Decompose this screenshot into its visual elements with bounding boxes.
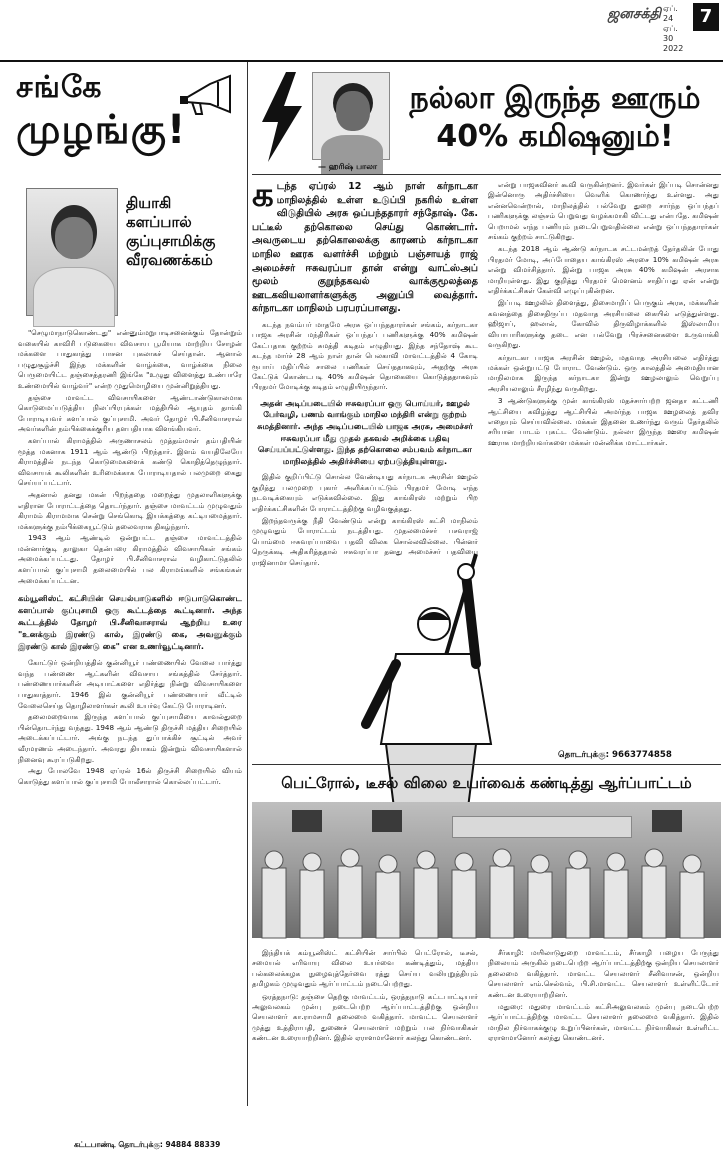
page-number: 7	[693, 3, 719, 31]
news-paragraph: சீர்காழி: மயிலாடுதுறை மாவட்டம், சீர்காழி பழைய பேருந்து நிலையம் அருகில் நடைபெற்ற ஆர்ப்பாட்டத்திற்கு ஒன்றிய செயலாளர் தலைமை வகித்தார். மாவட்ட செயலாளர் சீனிவாசன், ஒன்றிய செயலாளர் எம்.செல்வம், பி.சி.மாவட்ட செயலாளர் உள்ளிட்டோர் கண்டன உரையாற்றினர்.	[488, 948, 719, 999]
feature-paragraph: 3 ஆண்டுகளுக்கு முன் காங்கிரஸ் மதச்சார்பற்ற ஜனதா கட்டணி ஆட்சியை கவிழ்த்து ஆட்சியில் அமர்ந்த பாஜக ஊழலைத் தவிர எதையும் செய்யவில்லை. மக்கள் இதனை உணர்ந்து வரும் தேர்தலில் சரியான பாடம் புகட்ட வேண்டும். நல்லா இருந்த ஊரை கமிஷன் ஊராக மாற்றியவர்களை மக்கள் மன்னிக்க மாட்டார்கள்.	[488, 396, 719, 447]
divider	[252, 764, 721, 765]
feature-paragraph: இறந்தவருக்கு நீதி வேண்டும் என்று காங்கிரஸ் கட்சி மாநிலம் முழுவதும் போராட்டம் நடத்தியது. முதலமைச்சர் பசவராஜ் பொம்மை ஈசுவரப்பாவை பதவி விலக சொல்லவில்லை. பின்னர் நெருக்கடி அதிகரித்ததால் ஈசுவரப்பா தனது அமைச்சர் பதவியை ராஜினாமா செய்தார்.	[252, 515, 478, 567]
masthead	[0, 0, 723, 62]
author-portrait	[312, 72, 390, 160]
left-column	[4, 62, 248, 1149]
flag-icon	[652, 810, 682, 832]
column-title-line1: சங்கே	[16, 70, 103, 105]
feature-column-right	[488, 180, 719, 450]
tribute-article-body	[18, 328, 242, 788]
tribute-paragraph: "செழுமாநாடுகொண்டது" என்னும்மறுபாடிசனைக்கும் தோன்றும் வகையில் காவிரி படுகையை விவசாய பூமியாக மாற்றிய சோழன் மக்களை பாதுகாத்து பாசன புகலாகச் செய்தான். ஆனால் பழுதுசூழ்ச்சி இந்த மக்களின் வாழ்க்கை, வாழ்க்கை நிலை பெருமையிட்ட தஞ்சைத்தரணி இங்கே "உழுது விளைத்து உண்பாரே உண்மையில் வாழ்வர்" என்ற முதுமொழியை முன்னிறுத்தியது.	[18, 328, 242, 390]
tribute-paragraph: அது போலவே 1948 ஏப்ரல் 16ல் திருச்சி சிறையில் வியம் கொடுத்து களப்பால் குப்புசாமி போலீசாரால் கொல்லப்பட்டார்.	[18, 766, 242, 786]
news-headline: பெட்ரோல், டீசல் விலை உயர்வைக் கண்டித்து ஆர்ப்பாட்டம்	[281, 774, 692, 792]
feature-paragraph: கடந்த 2018 ஆம் ஆண்டு கர்நாடக சட்டமன்றத் தேர்தலின் போது பிரதமர் மோடி, அப்போதைய காங்கிரஸ் அரசை 10% கமிஷன் அரசு என்று விமர்சித்தார். இன்று பாஜக அரசு 40% கமிஷன் அரசாக மாறியுள்ளது. இது குறித்து பிரதமர் மௌனம் சாதிப்பது ஏன் என்று எதிர்க்கட்சிகள் கேள்வி எழுப்புகின்றன.	[488, 244, 719, 296]
newspaper-brand: ஜனசக்தி	[607, 6, 661, 22]
author-byline: — ஹரிஷ் பாலா	[318, 162, 378, 171]
feature-headline-line1: நல்லா இருந்த ஊரும்	[409, 81, 701, 116]
news-column-left	[252, 948, 478, 1046]
feature-paragraph: என்று பாஜகவினர் கூவி வருகின்றனர். இவர்கள் இப்படி சொன்னது இன்னொரு அதிர்ச்சியை வெளிக் கொணர்ந்து உள்ளது. அது என்னவென்றால், மாநிலத்தில் பல்வேறு துறை சார்ந்த ஒப்பந்தப் பணிகளுக்கு லஞ்சம் பெறுவது வழக்கமாகி விட்டது என்பதே. கமிஷன் பெறாமல் எந்த பணியும் நடைபெறுவதில்லை என்று ஒப்பந்ததாரர்கள் சங்கம் குற்றம் சாட்டுகிறது.	[488, 180, 719, 242]
protest-photo	[252, 802, 721, 938]
feature-lead-text: டந்த ஏப்ரல் 12 ஆம் நாள் கர்நாடகா மாநிலத்தில் உள்ள உடுப்பி நகரில் உள்ள விடுதியில் அரசு ஒப்பந்ததாரர் சந்தோஷ். கே. பட்டீல் தற்கொலை செய்து கொண்டார். அவருடைய தற்கொலைக்கு காரணம் கர்நாடகா மாநில ஊரக வளர்ச்சி மற்றும் பஞ்சாயத் ராஜ் அமைச்சர் ஈசுவரப்பா தான் என்று வாட்ஸ்அப் மூலம் குறுந்தகவல் வாக்குமூலத்தை ஊடகவியலாளர்களுக்கு அனுப்பி வைத்தார். கர்நாடகா மாநிலம் பரபரப்பானது.	[252, 181, 478, 315]
feature-paragraph: இதில் குறிப்பிட்டு சொல்ல வேண்டியது கர்நாடக அரசின் ஊழல் குறித்து பலமுறை புகார் அளிக்கப்பட்டும் பிரதமர் மோடி எந்த நடவடிக்கையும் எடுக்கவில்லை. இது காங்கிரஸ் மற்றும் பிற எதிர்க்கட்சிகளின் போராட்டத்திற்கு வழிவகுத்தது.	[252, 472, 478, 513]
feature-paragraph: இப்படி ஊழலில் திளைத்து, திசைமாறிப் பெருகும் அரசு, மக்களின் கவனத்தை திசைதிருப்ப மதவாத அரசியலை கையில் எடுத்துள்ளது. ஹிஜாப், ஹலால், கோவில் திருவிழாக்களில் இஸ்லாமிய வியாபாரிகளுக்கு தடை என பல்வேறு பிரச்சனைகளை உருவாக்கி வருகிறது.	[488, 298, 719, 350]
column-title-line2: முழங்கு!	[16, 107, 187, 153]
feature-header	[252, 66, 721, 174]
feature-headline-line2: 40% கமிஷனும்!	[436, 119, 674, 154]
flag-icon	[372, 810, 402, 832]
divider	[252, 174, 721, 175]
feature-pull-quote: அதன் அடிப்படையில் ஈசுவரப்பா ஒரு பொய்யர், ஊழல் பேர்வழி, பணம் வாங்கும் மாநில மந்திரி என்று குற்றம் சுமத்தினார். அந்த அடிப்படையில் பாஜக அரசு, அமைச்சர் ஈசுவரப்பா மீது முதல் தகவல் அறிக்கை பதிவு செய்யப்பட்டுள்ளது. இந்த தற்கொலை சம்பவம் கர்நாடகா மாநிலத்தில் அதிர்ச்சியை ஏற்படுத்தியுள்ளது.	[257, 397, 473, 466]
tribute-paragraph: தலைமறைவாக இருந்த களப்பால் குப்புசாமியை காவல்துறை பின்தொடர்ந்து வந்தது. 1948 ஆம் ஆண்டு திருச்சி மத்திய சிறையில் அடைக்கப்பட்டார். அங்கு நடந்த துப்பாக்கிச் சூட்டில் அவர் வீரமரணம் அடைந்தார். அவரது தியாகம் இன்றும் விவசாயிகளால் நினைவு கூரப்படுகிறது.	[18, 712, 242, 764]
feature-headline	[392, 80, 718, 156]
portrait-shirt	[33, 267, 115, 327]
tribute-paragraph: அதனால் தனது மகன் பிறந்ததை மறைத்து முதலாளிகளுக்கு எதிரான போராட்டத்தை தொடர்ந்தார். தஞ்சை மாவட்டம் முழுவதும் கிராமம் கிராமமாக சென்று செங்கொடி இயக்கத்தை கட்டியமைத்தார். மக்களுக்கு நம்பிக்கையூட்டும் தலைவராக திகழ்ந்தார்.	[18, 489, 242, 531]
author-portrait-face	[336, 91, 370, 131]
tribute-bold-quote: கம்யூனிஸ்ட் கட்சியின் செயல்பாடுகளில் ஈடுபாடுகொண்ட களப்பால் குப்புசாமி ஒரு கூட்டத்தை கூட்டினார். அந்த கூட்டத்தில் தோழர் பி.சீனிவாசராவ் ஆற்றிய உரை "உனக்கும் இரண்டு கால், இரண்டு கை, அவனுக்கும் இரண்டு கால் இரண்டு கை" என உணர்வூட்டினார்.	[18, 593, 242, 652]
feature-paragraph: கர்நாடகா பாஜக அரசின் ஊழல், மதவாத அரசியலை எதிர்த்து மக்கள் ஒன்றுபட்டு போராட வேண்டும். ஒரு காலத்தில் அமைதியான மாநிலமாக இருந்த கர்நாடகா இன்று ஊழலாலும் வெறுப்பு அரசியலாலும் சீரழிந்து வருகிறது.	[488, 352, 719, 393]
drop-cap: க	[252, 175, 274, 215]
flag-icon	[292, 810, 322, 832]
protest-crowd	[252, 848, 721, 938]
issue-date-end: ஏப். 30	[663, 24, 678, 43]
issue-year: 2022	[663, 44, 684, 53]
tribute-paragraph: கோட்டுர் ஒன்றியத்தில் குன்னியூர் பண்ணையில் வேலை பார்த்து வந்த பண்ணை ஆட்களின் விவசாய சங்கத்தில் சேர்த்தார். பண்ணையார்களின் அடியாட்களை எதிர்த்து நின்று விவசாயிகளை பாதுகாத்தார். 1946 இல் குன்னியூர் பண்ணையார் வீட்டில் வேலைசெய்த தொழிலாளர்கள் கூலி உயர்வு கேட்டு போராடினர்.	[18, 658, 242, 710]
news-paragraph: ஒரத்தநாடு: தஞ்சை தெற்கு மாவட்டம், ஒரத்தநாடு கட்டபாட்டியார் அலுவலகம் முன்பு நடைபெற்ற ஆர்ப்பாட்டத்திற்கு ஒன்றிய செயலாளர் கா.ராமசாமி தலைமை வகித்தார். மாவட்ட செயலாளர் முத்து உத்திராபதி, துணைச் செயலாளர் மற்றும் பல நிர்வாகிகள் கண்டன உரையாற்றினர். இதில் ஏராளமானோர் கலந்து கொண்டனர்.	[252, 991, 478, 1043]
tribute-paragraph: 1943 ஆம் ஆண்டில் ஒன்றுபட்ட தஞ்சை மாவட்டத்தில் மன்னார்குடி தாலுகா தென்பரை கிராமத்தில் விவசாயிகள் சங்கம் அமைக்கப்பட்டது. தோழர் பி.சீனிவாசராவ் வழிகாட்டுதலில் களப்பால் குப்புசாமி தலைமையில் பல கிராமங்களில் சங்கங்கள் அமைக்கப்பட்டன.	[18, 533, 242, 585]
portrait-face	[55, 217, 93, 259]
news-paragraph: இந்தியக் கம்யூனிஸ்ட் கட்சியின் சார்பில் பெட்ரோல், டீசல், சமையல் எரிவாயு விலை உயர்வை கண்டித்தும், மத்திய பல்கலைக்கழக நுழைவுத்தேர்வை ரத்து செய்ய வலியுறுத்தியும் தமிழகம் முழுவதும் ஆர்ப்பாட்டம் நடைபெற்றது.	[252, 948, 478, 989]
megaphone-icon	[180, 72, 236, 116]
tribute-paragraph: தஞ்சை மாவட்ட விவசாயிகளை ஆண்டாண்டுகாலமாக கொடுமைப்படுத்திய நிலப்பிரபுக்கள் மத்தியில் ஆயுதம் தாங்கி போராடியவர் களப்பால் குப்புசாமி. அவர் தோழர் பி.சீனிவாசராவ் அவர்களின் நம்பிக்கைக்குரிய தளபதியாக விளங்கியவர்.	[18, 392, 242, 434]
tribute-portrait	[26, 188, 118, 316]
feature-paragraph: கடந்த நவம்பர் மாதமே அரசு ஒப்பந்ததாரர்கள் சங்கம், கர்நாடகா பாஜக அரசின் மந்திரிகள் ஒப்பந்தப் பணிகளுக்கு 40% கமிஷன் கேட்பதாக குற்றம் சுமத்தி கடிதம் எழுதியது. இந்த சந்தோஷ் கூட கடந்த மார்ச் 28 ஆம் நாள் தான் பெலகாவி மாவட்டத்தில் 4 கோடி ரூபாய் மதிப்பில் சாலை பணிகள் செய்ததாகவும், அதற்கு அரசு கேட்டுக் கொண்டபடி 40% கமிஷன் தொகையை கொடுத்ததாகவும் பிரதமர் மோடிக்கு கடிதம் எழுதியிருந்தார்.	[252, 319, 478, 392]
news-column-right	[488, 948, 719, 1046]
issue-date-start: ஏப். 24	[663, 4, 678, 23]
issue-date	[663, 4, 689, 54]
news-paragraph: மதுரை: மதுரை மாவட்டம் கட்சிஅலுவலகம் முன்பு நடைபெற்ற ஆர்ப்பாட்டத்திற்கு மாவட்ட செயலாளர் தலைமை வகித்தார். இதில் மாநில நிர்வாகக்குழு உறுப்பினர்கள், மாவட்ட நிர்வாகிகள் உள்ளிட்ட ஏராளமானோர் கலந்து கொண்டனர்.	[488, 1002, 719, 1043]
protest-banner	[452, 816, 632, 838]
tribute-paragraph: களப்பால் கிராமத்தில் அருணாசலம் முத்தம்மாள் தம்பதியின் மூத்த மகனாக 1911 ஆம் ஆண்டு பிறந்தார். இளம் வயதிலேயே கிராமத்தில் நடந்த கொடுமைகளைக் கண்டு கொதித்தெழுந்தார். விவசாயக் கூலிகளின் உரிமைக்காக போராடியதால் பலமுறை கைது செய்யப்பட்டார்.	[18, 435, 242, 488]
feature-contact: தொடர்புக்கு: 9663774858	[558, 750, 672, 760]
feature-column-left	[252, 175, 478, 570]
tribute-heading: தியாகி களப்பால் குப்புசாமிக்கு வீரவணக்கம்	[126, 194, 216, 269]
feature-lead	[252, 175, 478, 316]
tribute-signature: கட்டபாண்டி தொடர்புக்கு: 94884 88339	[74, 1140, 221, 1149]
lightning-bolt-icon	[256, 72, 306, 162]
